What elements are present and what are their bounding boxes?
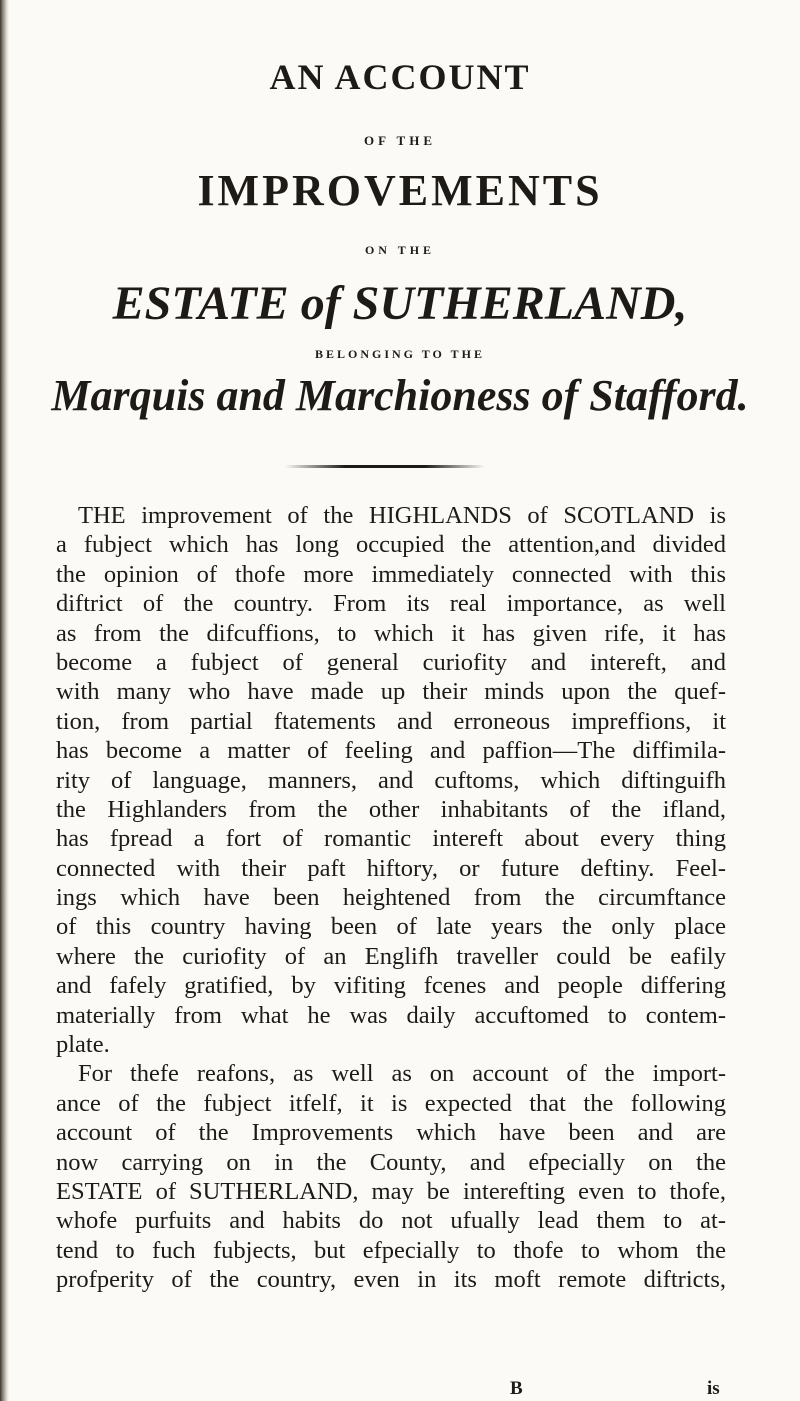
text-line: THE improvement of the HIGHLANDS of SCOTLAND is [78, 502, 726, 529]
title-line-1: AN ACCOUNT [269, 57, 531, 97]
text-line: profperity of the country, even in its moft remote diftricts, [56, 1266, 726, 1294]
title-line-4: ON THE [364, 243, 436, 257]
text-line: the Highlanders from the other inhabitants of the ifland, [56, 795, 726, 823]
text-line: connected with their paft hiftory, or future deftiny. Feel- [56, 854, 726, 882]
text-line: rity of language, manners, and cuftoms, which diftinguifh [56, 766, 726, 794]
title-line-3: IMPROVEMENTS [197, 166, 603, 215]
text-line: become a fubject of general curiofity and intereft, and [56, 648, 726, 676]
text-line: has become a matter of feeling and paffion—The diffimila- [56, 737, 726, 765]
text-line: tion, from partial ftatements and erroneous impreffions, it [56, 707, 726, 735]
text-line: now carrying on in the County, and efpecially on the [56, 1148, 726, 1176]
body-text [56, 501, 726, 1295]
text-line: account of the Improvements which have been and are [56, 1119, 726, 1147]
text-line: whofe purfuits and habits do not ufually lead them to at- [56, 1207, 726, 1235]
text-line: and fafely gratified, by vifiting fcenes and people differing [56, 972, 726, 1000]
text-line: tend to fuch fubjects, but efpecially to thofe to whom the [56, 1236, 726, 1264]
text-line: the opinion of thofe more immediately connected with this [56, 560, 726, 588]
text-line: For thefe reafons, as well as on account of the import- [78, 1060, 726, 1088]
text-line: plate. [56, 1031, 110, 1059]
text-line: where the curiofity of an Englifh traveller could be eafily [56, 942, 726, 970]
text-line: of this country having been of late years the only place [56, 913, 726, 941]
catchword: is [707, 1378, 720, 1399]
text-line: materially from what he was daily accuftomed to contem- [56, 1001, 726, 1029]
text-line: with many who have made up their minds upon the quef- [56, 678, 726, 706]
text-line: as from the difcuffions, to which it has given rife, it has [56, 619, 726, 647]
title-line-7: Marquis and Marchioness of Stafford. [51, 371, 749, 420]
text-line: has fpread a fort of romantic intereft about every thing [56, 825, 726, 853]
text-line: diftrict of the country. From its real importance, as well [56, 590, 726, 618]
text-line: ings which have been heightened from the circumftance [56, 884, 726, 912]
text-line: ance of the fubject itfelf, it is expected that the following [56, 1089, 726, 1117]
ornamental-rule [285, 465, 485, 468]
text-line: ESTATE of SUTHERLAND, may be interefting even to thofe, [56, 1177, 726, 1205]
text-line: a fubject which has long occupied the attention,and divided [56, 531, 726, 559]
signature-mark: B [510, 1378, 523, 1399]
title-line-6: BELONGING TO THE [314, 347, 486, 361]
title-line-2: OF THE [363, 133, 437, 148]
title-line-5: ESTATE of SUTHERLAND, [112, 277, 688, 330]
